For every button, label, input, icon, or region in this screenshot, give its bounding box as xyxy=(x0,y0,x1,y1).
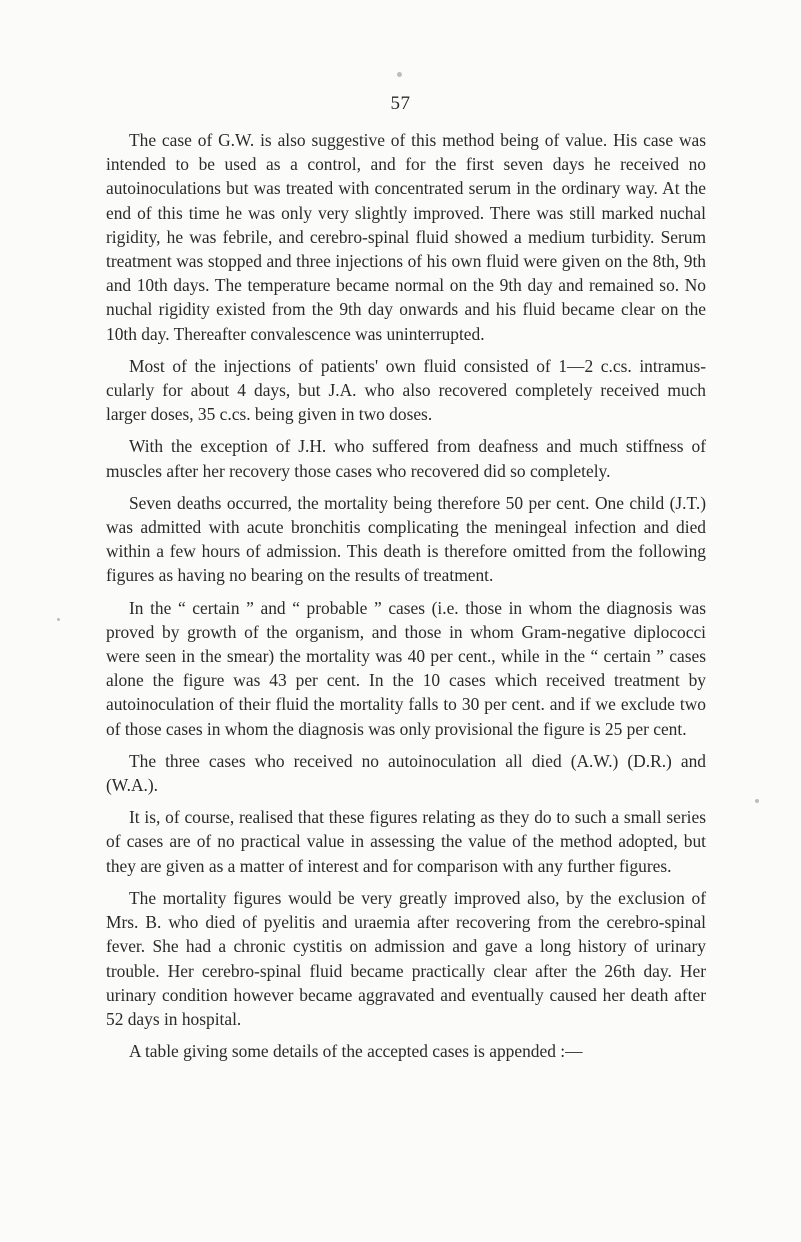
scan-speck xyxy=(397,72,402,77)
scan-speck xyxy=(755,799,759,803)
body-text xyxy=(106,128,706,1071)
page-number: 57 xyxy=(390,93,411,114)
paragraph-gw-case: The case of G.W. is also suggestive of this method being of value. His case was intended to be used as a control, and for the first seven days he received no autoinoculations but was treated with concentrated serum in the ordinary way. At the end of this time he was only very slightly improved. There was still marked nuchal rigidity, he was febrile, and cerebro-spinal fluid showed a medium turbidity. Serum treatment was stopped and three injections of his own fluid were given on the 8th, 9th and 10th days. The temperature became normal on the 9th day and remained so. No nuchal rigidity existed from the 9th day onwards and his fluid became clear on the 10th day. Thereafter convalescence was uninterrupted. xyxy=(106,130,706,344)
paragraph-table-intro: A table giving some details of the accepted cases is appended :— xyxy=(129,1041,583,1062)
paragraph-mrs-b: The mortality figures would be very greatly improved also, by the exclusion of Mrs. B. who died of pyelitis and uraemia after recovering from the cerebro-spinal fever. She had a chronic cystitis on admission and gave a long history of urinary trouble. Her cerebro-spinal fluid became practically clear after the 26th day. Her urinary condition however became aggravated and eventually caused her death after 52 days in hospital. xyxy=(106,887,706,1029)
scan-speck xyxy=(57,618,60,621)
paragraph-small-series: It is, of course, realised that these figures relating as they do to such a small series of cases are of no practical value in assessing the value of the method adopted, but they are given as a matter of interest and for comparison with any further figures. xyxy=(106,807,706,876)
paragraph-no-autoinoculation: The three cases who received no autoinoculation all died (A.W.) (D.R.) and (W.A.). xyxy=(106,750,706,796)
paragraph-injections: Most of the injections of patients' own fluid consisted of 1—2 c.cs. intramus-cularly for about 4 days, but J.A. who also recovered completely received much larger doses, 35 c.cs. being given in two doses. xyxy=(106,355,706,425)
paragraph-deaths: Seven deaths occurred, the mortality being therefore 50 per cent. One child (J.T.) was admitted with acute bronchitis complicating the meningeal infection and died within a few hours of admission. This death is therefore omitted from the following figures as having no bearing on the results of treatment. xyxy=(106,492,706,586)
paragraph-recovery: With the exception of J.H. who suffered from deafness and much stiffness of muscles after her recovery those cases who recovered did so completely. xyxy=(106,436,706,481)
paragraph-mortality: In the “ certain ” and “ probable ” cases (i.e. those in whom the diagnosis was proved by growth of the organism, and those in whom Gram-negative diplococci were seen in the smear) the mortality was 40 per cent., while in the “ certain ” cases alone the figure was 43 per cent. In the 10 cases which received treatment by autoinoculation of their fluid the mortality falls to 30 per cent. and if we exclude two of those cases in whom the diagnosis was only provisional the figure is 25 per cent. xyxy=(106,597,706,739)
